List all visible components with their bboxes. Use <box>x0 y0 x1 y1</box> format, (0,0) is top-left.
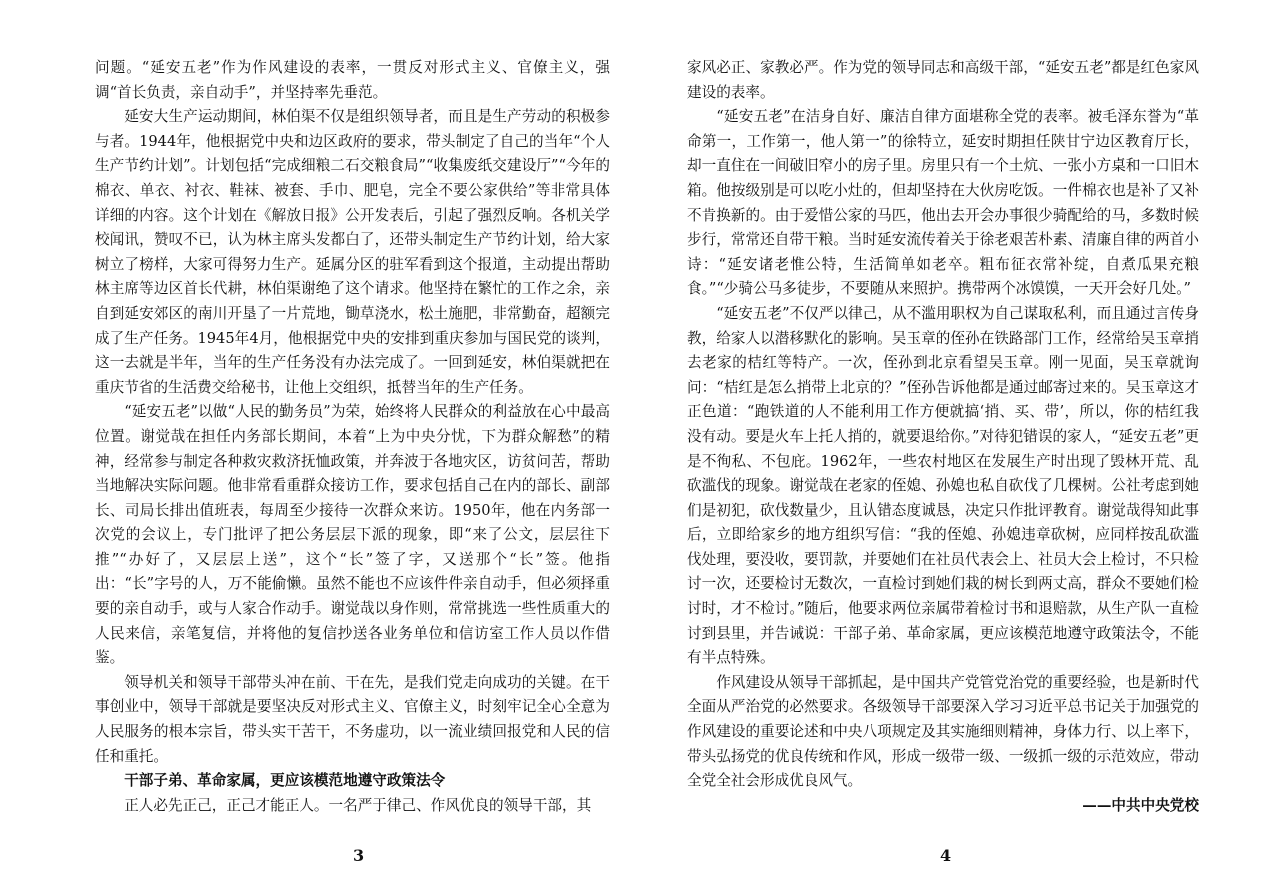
page-number-left: 3 <box>353 846 365 865</box>
right-paragraph-2: “延安五老”在洁身自好、廉洁自律方面堪称全党的表率。被毛泽东誉为“革命第一，工作第一，他人第一”的徐特立，延安时期担任陕甘宁边区教育厅长，却一直住在一间破旧窄小的房子里。房里只有一个土炕、一张小方桌和一口旧木箱。他按级别是可以吃小灶的，但却坚持在大伙房吃饭。一件棉衣也是补了又补不肯换新的。由于爱惜公家的马匹，他出去开会办事很少骑配给的马，多数时候步行，常常还自带干粮。当时延安流传着关于徐老艰苦朴素、清廉自律的两首小诗：“延安诸老惟公特，生活简单如老卒。粗布征衣常补绽，自煮瓜果充粮食。”“少骑公马多徒步，不要随从来照护。携带两个冰馍馍，一天开会好几处。” <box>687 108 1199 298</box>
left-paragraph-1: 问题。“延安五老”作为作风建设的表率，一贯反对形式主义、官僚主义，强调“首长负责，亲自动手”，并坚持率先垂范。 <box>95 59 610 101</box>
right-page <box>687 56 1199 856</box>
right-paragraph-3: “延安五老”不仅严以律己，从不滥用职权为自己谋取私利，而且通过言传身教，给家人以潜移默化的影响。吴玉章的侄孙在铁路部门工作，经常给吴玉章捎去老家的桔红等特产。一次，侄孙到北京看望吴玉章。刚一见面，吴玉章就询问：“桔红是怎么捎带上北京的？”侄孙告诉他都是通过邮寄过来的。吴玉章这才正色道：“跑铁道的人不能利用工作方便就搞‘捎、买、带’，所以，你的桔红我没有动。要是火车上托人捎的，就要退给你。”对待犯错误的家人，“延安五老”更是不徇私、不包庇。1962年，一些农村地区在发展生产时出现了毁林开荒、乱砍滥伐的现象。谢觉哉在老家的侄媳、孙媳也私自砍伐了几棵树。公社考虑到她们是初犯，砍伐数量少，且认错态度诚恳，决定只作批评教育。谢觉哉得知此事后，立即给家乡的地方组织写信：“我的侄媳、孙媳违章砍树，应同样按乱砍滥伐处理，要没收，要罚款，并要她们在社员代表会上、社员大会上检讨，不只检讨一次，还要检讨无数次，一直检讨到她们栽的树长到两丈高，群众不要她们检讨时，才不检讨。”随后，他要求两位亲属带着检讨书和退赔款，从生产队一直检讨到县里，并告诫说：干部子弟、革命家属，更应该模范地遵守政策法令，不能有半点特殊。 <box>687 304 1199 667</box>
left-paragraph-3: “延安五老”以做“人民的勤务员”为荣，始终将人民群众的利益放在心中最高位置。谢觉哉在担任内务部长期间，本着“上为中央分忧，下为群众解愁”的精神，经常参与制定各种救灾救济抚恤政策，并奔波于各地灾区，访贫问苦，帮助当地解决实际问题。他非常看重群众接访工作，要求包括自己在内的部长、副部长、司局长排出值班表，每周至少接待一次群众来访。1950年，他在内务部一次党的会议上，专门批评了把公务层层下派的现象，即“来了公文，层层往下推”“办好了，又层层上送”，这个“长”签了字，又送那个“长”签。他指出：“长”字号的人，万不能偷懒。虽然不能也不应该件件亲自动手，但必须择重要的亲自动手，或与人家合作动手。谢觉哉以身作则，常常挑选一些性质重大的人民来信，亲笔复信，并将他的复信抄送各业务单位和信访室工作人员以作借鉴。 <box>95 403 610 667</box>
left-paragraph-5: 正人必先正己，正己才能正人。一名严于律己、作风优良的领导干部，其 <box>124 796 592 814</box>
left-page <box>95 56 610 856</box>
right-paragraph-4: 作风建设从领导干部抓起，是中国共产党管党治党的重要经验，也是新时代全面从严治党的必然要求。各级领导干部要深入学习习近平总书记关于加强党的作风建设的重要论述和中央八项规定及其实施细则精神，身体力行、以上率下，带头弘扬党的优良传统和作风，形成一级带一级、一级抓一级的示范效应，带动全党全社会形成优良风气。 <box>687 673 1199 790</box>
section-heading: 干部子弟、革命家属，更应该模范地遵守政策法令 <box>124 772 446 790</box>
signature: ——中共中央党校 <box>1082 796 1199 814</box>
page-number-right: 4 <box>940 846 952 865</box>
left-paragraph-2: 延安大生产运动期间，林伯渠不仅是组织领导者，而且是生产劳动的积极参与者。1944年，他根据党中央和边区政府的要求，带头制定了自己的当年“个人生产节约计划”。计划包括“完成细粮二石交粮食局”“收集废纸交建设厅”“今年的棉衣、单衣、衬衣、鞋袜、被套、手巾、肥皂，完全不要公家供给”等非常具体详细的内容。这个计划在《解放日报》公开发表后，引起了强烈反响。各机关学校闻讯，赞叹不已，认为林主席头发都白了，还带头制定生产节约计划，给大家树立了榜样，大家可得努力生产。延属分区的驻军看到这个报道，主动提出帮助林主席等边区首长代耕，林伯渠谢绝了这个请求。他坚持在繁忙的工作之余，亲自到延安郊区的南川开垦了一片荒地，锄草浇水，松土施肥，非常勤奋，超额完成了生产任务。1945年4月，他根据党中央的安排到重庆参加与国民党的谈判，这一去就是半年，当年的生产任务没有办法完成了。一回到延安，林伯渠就把在重庆节省的生活费交给秘书，让他上交组织，抵替当年的生产任务。 <box>95 108 610 396</box>
right-paragraph-1: 家风必正、家教必严。作为党的领导同志和高级干部，“延安五老”都是红色家风建设的表率。 <box>687 59 1199 101</box>
left-paragraph-4: 领导机关和领导干部带头冲在前、干在先，是我们党走向成功的关键。在干事创业中，领导干部就是要坚决反对形式主义、官僚主义，时刻牢记全心全意为人民服务的根本宗旨，带头实干苦干，不务虚功，以一流业绩回报党和人民的信任和重托。 <box>95 673 610 765</box>
